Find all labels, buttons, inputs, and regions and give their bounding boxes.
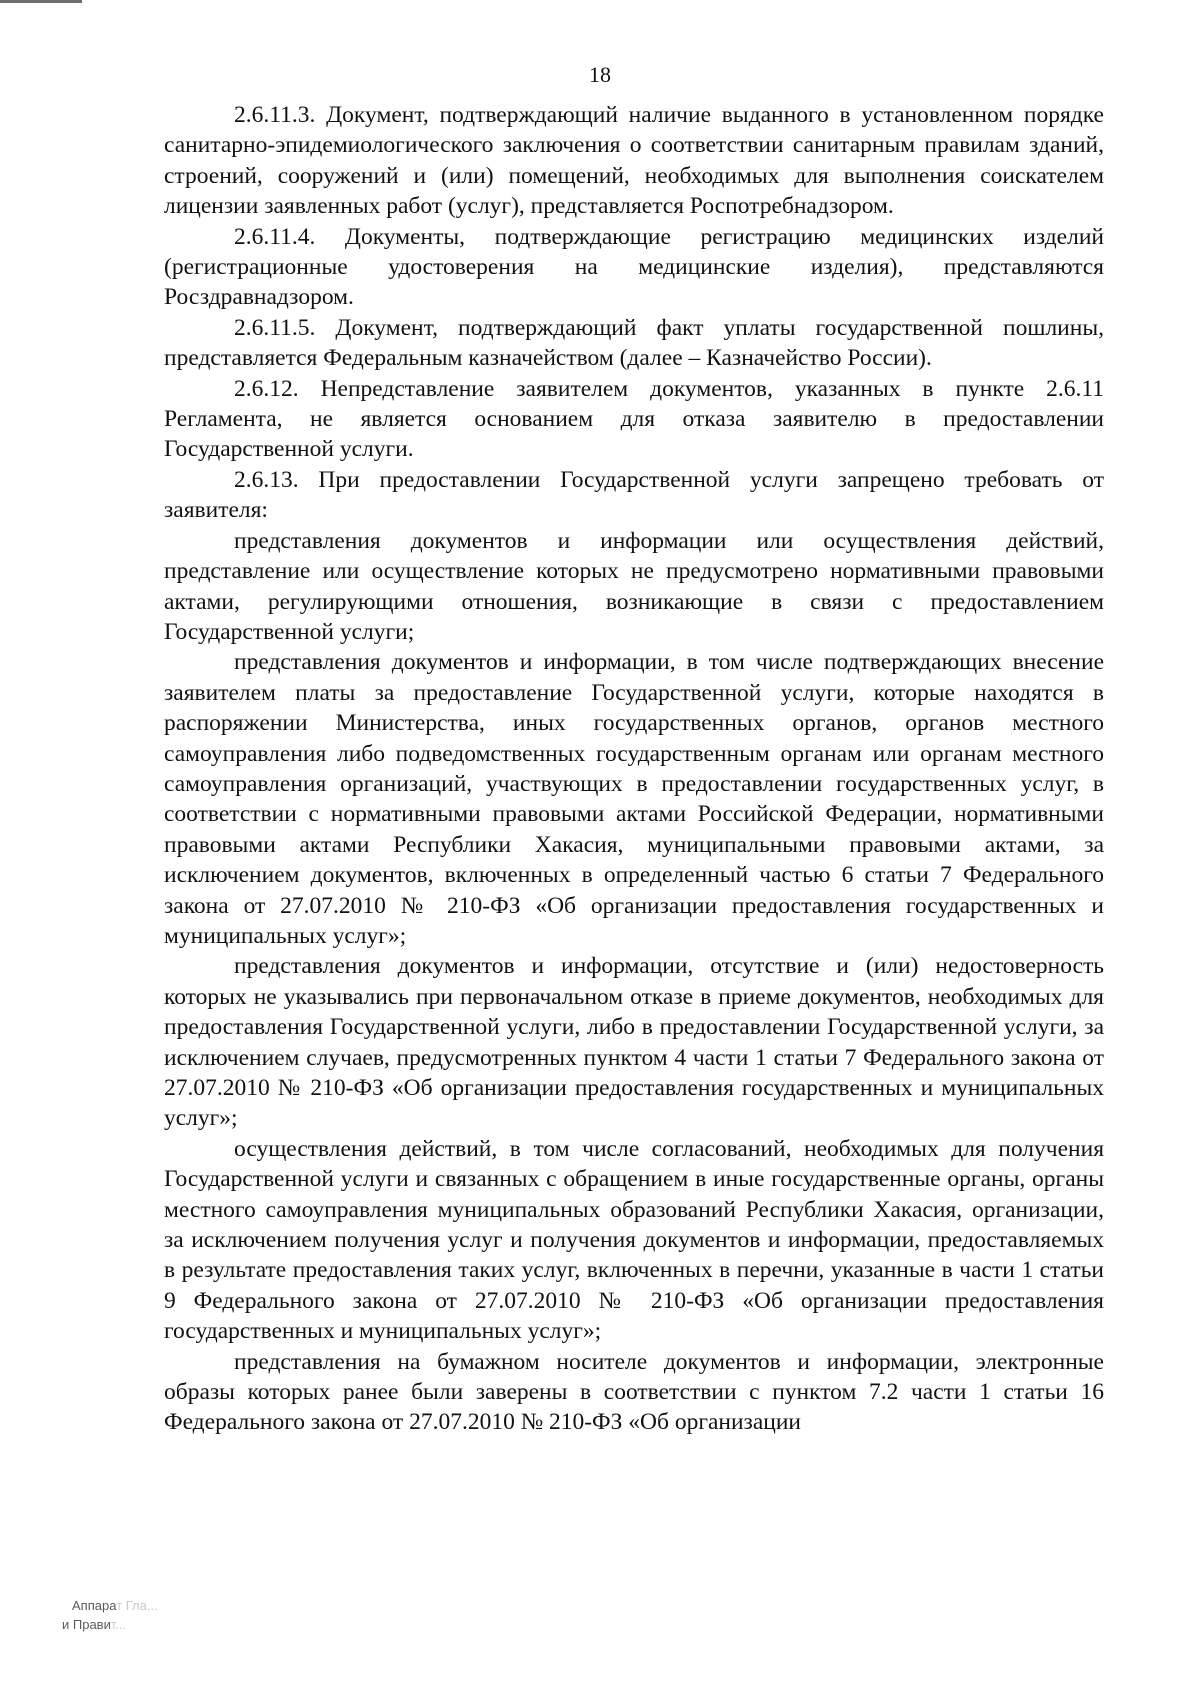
list-item-paper-documents: представления на бумажном носителе документов и информации, электронные образы которых ранее были заверены в соответствии с пунктом 7.2 части 1 статьи 16 Федерального закона от 27.07.2010 № 210-ФЗ «Об организации [164, 1348, 1104, 1436]
paragraph-2-6-11-5: 2.6.11.5. Документ, подтверждающий факт уплаты государственной пошлины, представляется Федеральным казначейством (далее – Казначейство России). [164, 314, 1104, 372]
list-item-documents-not-indicated: представления документов и информации, отсутствие и (или) недостоверность которых не указывались при первоначальном отказе в приеме документов, необходимых для предоставления Государственной услуги, либо в предоставлении Государственной услуги, за исключением случаев, предусмотренных пунктом 4 части 1 статьи 7 Федерального закона от 27.07.2010 № 210-ФЗ «Об организации предоставления государственных и муниципальных услуг»; [164, 953, 1104, 1132]
stamp-watermark [62, 1596, 158, 1634]
list-item-documents-in-possession: представления документов и информации, в том числе подтверждающих внесение заявителем платы за предоставление Государственной услуги, которые находятся в распоряжении Министерства, иных государственных органов, органов местного самоуправления либо подведомственных государственным органам или органам местного самоуправления организаций, участвующих в предоставлении государственных услуг, в соответствии с нормативными правовыми актами Российской Федерации, нормативными правовыми актами Республики Хакасия, муниципальными правовыми актами, за исключением документов, включенных в определенный частью 6 статьи 7 Федерального закона от 27.07.2010 № 210-ФЗ «Об организации предоставления государственных и муниципальных услуг»; [164, 649, 1104, 949]
paragraph-2-6-13: 2.6.13. При предоставлении Государственной услуги запрещено требовать от заявителя: [164, 466, 1104, 524]
paragraph-2-6-11-4: 2.6.11.4. Документы, подтверждающие регистрацию медицинских изделий (регистрационные удостоверения на медицинские изделия), представляются Росздравнадзором. [164, 223, 1104, 311]
paragraph-2-6-11-3: 2.6.11.3. Документ, подтверждающий наличие выданного в установленном порядке санитарно-эпидемиологического заключения о соответствии санитарным правилам зданий, строений, сооружений и (или) помещений, необходимых для выполнения соискателем лицензии заявленных работ (услуг), представляется Роспотребнадзором. [164, 102, 1104, 220]
paragraph-2-6-12: 2.6.12. Непредставление заявителем документов, указанных в пункте 2.6.11 Регламента, не является основанием для отказа заявителю в предоставлении Государственной услуги. [164, 375, 1104, 463]
stamp-line-1: Аппара [72, 1598, 117, 1613]
stamp-line-1-faded: т Гла... [116, 1598, 158, 1613]
list-item-approvals: осуществления действий, в том числе согласований, необходимых для получения Государственной услуги и связанных с обращением в иные государственные органы, органы местного самоуправления муниципальных образований Республики Хакасия, организации, за исключением получения услуг и получения документов и информации, предоставляемых в результате предоставления таких услуг, включенных в перечни, указанные в части 1 статьи 9 Федерального закона от 27.07.2010 № 210-ФЗ «Об организации предоставления государственных и муниципальных услуг»; [164, 1135, 1104, 1345]
page-number: 18 [589, 62, 611, 87]
list-item-actions-not-required: представления документов и информации или осуществления действий, представление или осуществление которых не предусмотрено нормативными правовыми актами, регулирующими отношения, возникающие в связи с предоставлением Государственной услуги; [164, 527, 1104, 645]
stamp-line-2-faded: т... [110, 1617, 127, 1632]
stamp-line-2: и Прави [62, 1617, 111, 1632]
document-body [164, 100, 1104, 1438]
scan-edge-mark [0, 0, 82, 3]
